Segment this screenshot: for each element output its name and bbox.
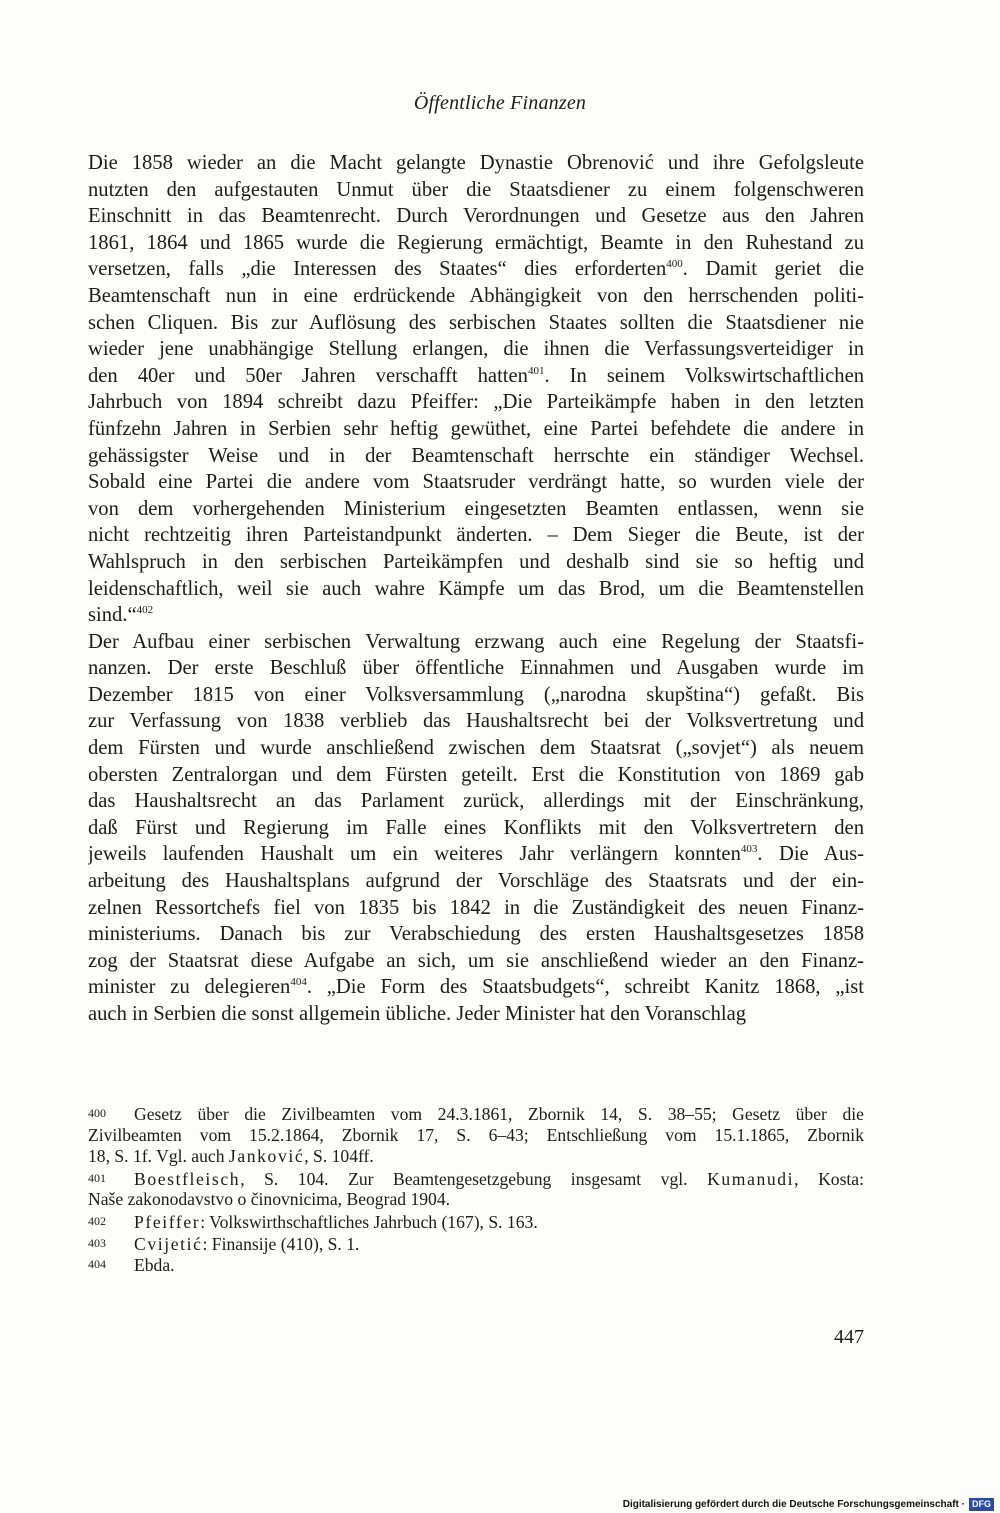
- digitization-note: Digitalisierung gefördert durch die Deutsche Forschungsgemeinschaft: [622, 1498, 959, 1510]
- footnote-text: Naše zakonodavstvo o činovnicima, Beograd 1904.: [88, 1189, 451, 1210]
- body-line: [88, 708, 864, 735]
- body-text-segment: von dem vorhergehenden Ministerium eingesetzten Beamten entlassen, wenn sie: [88, 497, 864, 520]
- footnote-text: Ebda.: [134, 1255, 175, 1276]
- body-text-segment: nicht rechtzeitig ihren Parteistandpunkt änderten. – Dem Sieger die Beute, ist der: [88, 524, 864, 547]
- footnote-reference: 401: [527, 364, 545, 377]
- running-head: Öffentliche Finanzen: [413, 92, 587, 114]
- footnote-reference: 402: [136, 604, 154, 617]
- body-text-segment: arbeitung des Haushaltsplans aufgrund der Vorschläge des Staatsrats und der ein-: [88, 870, 864, 893]
- footnote-text: Pfeiffer: Volkswirthschaftliches Jahrbuch (167), S. 163.: [134, 1211, 538, 1232]
- footnote-text: Zivilbeamten vom 15.2.1864, Zbornik 17, S. 6–43; Entschließung vom 15.1.1865, Zbornik: [88, 1124, 864, 1145]
- footnote-text: Gesetz über die Zivilbeamten vom 24.3.1861, Zbornik 14, S. 38–55; Gesetz über die: [134, 1104, 864, 1124]
- body-text-segment: Einschnitt in das Beamtenrecht. Durch Verordnungen und Gesetze aus den Jahren: [88, 205, 864, 228]
- footnote-line: [88, 1233, 864, 1255]
- body-line: [88, 895, 864, 922]
- body-text-segment: . In seinem Volkswirtschaftlichen: [544, 364, 864, 387]
- body-line: [88, 549, 864, 576]
- body-line: [88, 496, 864, 523]
- body-text-segment: Wahlspruch in den serbischen Parteikämpfen und deshalb sind sie so heftig und: [88, 550, 864, 573]
- body-text-segment: jeweils laufenden Haushalt um ein weiteres Jahr verlängern konnten: [88, 843, 741, 866]
- footnote-reference: 400: [666, 258, 683, 271]
- body-text-segment: schen Cliquen. Bis zur Auflösung des serbischen Staates sollten die Staatsdiener nie: [88, 311, 864, 334]
- body-line: [88, 283, 864, 310]
- footnote-line: [88, 1103, 864, 1125]
- footnote-text: Cvijetić: Finansije (410), S. 1.: [134, 1233, 360, 1254]
- body-line: [88, 443, 864, 470]
- body-line: [88, 150, 864, 177]
- body-line: [88, 576, 864, 603]
- body-text-segment: . Damit geriet die: [682, 258, 864, 281]
- body-text-segment: den 40er und 50er Jahren verschafft hatten: [88, 364, 528, 387]
- body-line: [88, 1001, 864, 1028]
- body-text-segment: Jahrbuch von 1894 schreibt dazu Pfeiffer: „Die Parteikämpfe haben in den letzten: [88, 391, 864, 414]
- body-line: [88, 310, 864, 337]
- body-text-segment: fünfzehn Jahren in Serbien sehr heftig gewüthet, eine Partei befehdete die andere in: [88, 417, 864, 440]
- body-text-segment: nanzen. Der erste Beschluß über öffentliche Einnahmen und Ausgaben wurde im: [88, 657, 864, 680]
- body-line: [88, 389, 864, 416]
- body-line: [88, 974, 864, 1001]
- body-text-segment: 1861, 1864 und 1865 wurde die Regierung ermächtigt, Beamte in den Ruhestand zu: [88, 231, 864, 254]
- body-line: [88, 336, 864, 363]
- body-text-segment: nutzten den aufgestauten Unmut über die Staatsdiener zu einem folgenschweren: [88, 178, 864, 201]
- body-text-segment: ministeriums. Danach bis zur Verabschiedung des ersten Haushaltsgesetzes 1858: [88, 923, 864, 946]
- body-line: [88, 416, 864, 443]
- body-text-segment: das Haushaltsrecht an das Parlament zurück, allerdings mit der Einschränkung,: [88, 790, 864, 813]
- footnote-reference: 403: [740, 843, 758, 856]
- body-line: [88, 522, 864, 549]
- footnotes: [88, 1103, 864, 1276]
- body-line: [88, 948, 864, 975]
- footnote-number: 400: [88, 1106, 106, 1120]
- footnote-line: [88, 1146, 864, 1168]
- body-text-segment: dem Fürsten und wurde anschließend zwischen dem Staatsrat („sovjet“) als neuem: [88, 737, 864, 760]
- body-line: [88, 788, 864, 815]
- body-text-segment: daß Fürst und Regierung im Falle eines Konflikts mit den Volksvertretern den: [88, 816, 864, 839]
- body-line: [88, 256, 864, 283]
- body-text-segment: Der Aufbau einer serbischen Verwaltung erzwang auch eine Regelung der Staatsfi-: [88, 630, 864, 653]
- body-line: [88, 363, 864, 390]
- footnote-line: [88, 1254, 864, 1276]
- footnote-text: Boestfleisch, S. 104. Zur Beamtengesetzgebung insgesamt vgl. Kumanudi, Kosta:: [134, 1168, 864, 1189]
- footnote-reference: 404: [290, 976, 307, 989]
- footnote-number: 403: [88, 1235, 106, 1250]
- body-line: [88, 921, 864, 948]
- body-line: [88, 203, 864, 230]
- body-text-segment: . Die Aus-: [757, 843, 864, 866]
- body-text-segment: zur Verfassung von 1838 verblieb das Haushaltsrecht bei der Volksvertretung und: [88, 710, 864, 733]
- footnote-line: [88, 1125, 864, 1147]
- footnote-text: 18, S. 1f. Vgl. auch Janković, S. 104ff.: [88, 1146, 374, 1167]
- footnote-line: [88, 1189, 864, 1211]
- footnote: [88, 1103, 864, 1168]
- digitization-credit: Digitalisierung gefördert durch die Deutsche Forschungsgemeinschaft · DFG: [623, 1497, 994, 1511]
- body-line: [88, 815, 864, 842]
- body-line: [88, 177, 864, 204]
- body-text-segment: minister zu delegieren: [88, 976, 291, 999]
- footnote-line: [88, 1168, 864, 1190]
- dfg-logo-icon: DFG: [969, 1498, 994, 1511]
- body-text-segment: obersten Zentralorgan und dem Fürsten geteilt. Erst die Konstitution von 1869 gab: [88, 763, 864, 786]
- footnote-number: 401: [88, 1170, 106, 1185]
- body-text-segment: Dezember 1815 von einer Volksversammlung („narodna skupština“) gefaßt. Bis: [88, 683, 864, 706]
- footnote: [88, 1211, 864, 1233]
- body-text-segment: Sobald eine Partei die andere vom Staatsruder verdrängt hatte, so wurden viele der: [88, 471, 864, 494]
- body-line: [88, 735, 864, 762]
- footnote-number: 402: [88, 1213, 106, 1228]
- body-line: [88, 469, 864, 496]
- body-line: [88, 629, 864, 656]
- body-text-segment: gehässigster Weise und in der Beamtenschaft herrschte ein ständiger Wechsel.: [88, 444, 864, 467]
- body-text: [88, 150, 864, 1028]
- body-text-segment: . „Die Form des Staatsbudgets“, schreibt Kanitz 1868, „ist: [306, 976, 864, 999]
- footnote-line: [88, 1211, 864, 1233]
- body-text-segment: zelnen Ressortchefs fiel von 1835 bis 1842 in die Zuständigkeit des neuen Finanz-: [88, 896, 864, 919]
- page-number: 447: [834, 1326, 864, 1348]
- body-text-segment: auch in Serbien die sonst allgemein übliche. Jeder Minister hat den Voranschlag: [88, 1003, 747, 1025]
- body-line: [88, 682, 864, 709]
- footnote: [88, 1168, 864, 1211]
- body-line: [88, 602, 864, 629]
- body-line: [88, 230, 864, 257]
- body-text-segment: Beamtenschaft nun in eine erdrückende Abhängigkeit von den herrschenden politi-: [88, 284, 864, 307]
- body-line: [88, 762, 864, 789]
- body-text-segment: wieder jene unabhängige Stellung erlangen, die ihnen die Verfassungsverteidiger in: [88, 338, 864, 361]
- body-text-segment: Die 1858 wieder an die Macht gelangte Dynastie Obrenović und ihre Gefolgsleute: [88, 152, 864, 174]
- body-line: [88, 841, 864, 868]
- body-line: [88, 655, 864, 682]
- body-text-segment: leidenschaftlich, weil sie auch wahre Kämpfe um das Brod, um die Beamtenstellen: [88, 577, 864, 600]
- footnote: [88, 1254, 864, 1276]
- body-text-segment: versetzen, falls „die Interessen des Staates“ dies erforderten: [88, 258, 667, 281]
- footnote-number: 404: [88, 1257, 106, 1272]
- body-text-segment: zog der Staatsrat diese Aufgabe an sich, um sie anschließend wieder an den Finanz-: [88, 949, 864, 972]
- body-line: [88, 868, 864, 895]
- body-text-segment: sind.“: [88, 604, 137, 627]
- footnote: [88, 1233, 864, 1255]
